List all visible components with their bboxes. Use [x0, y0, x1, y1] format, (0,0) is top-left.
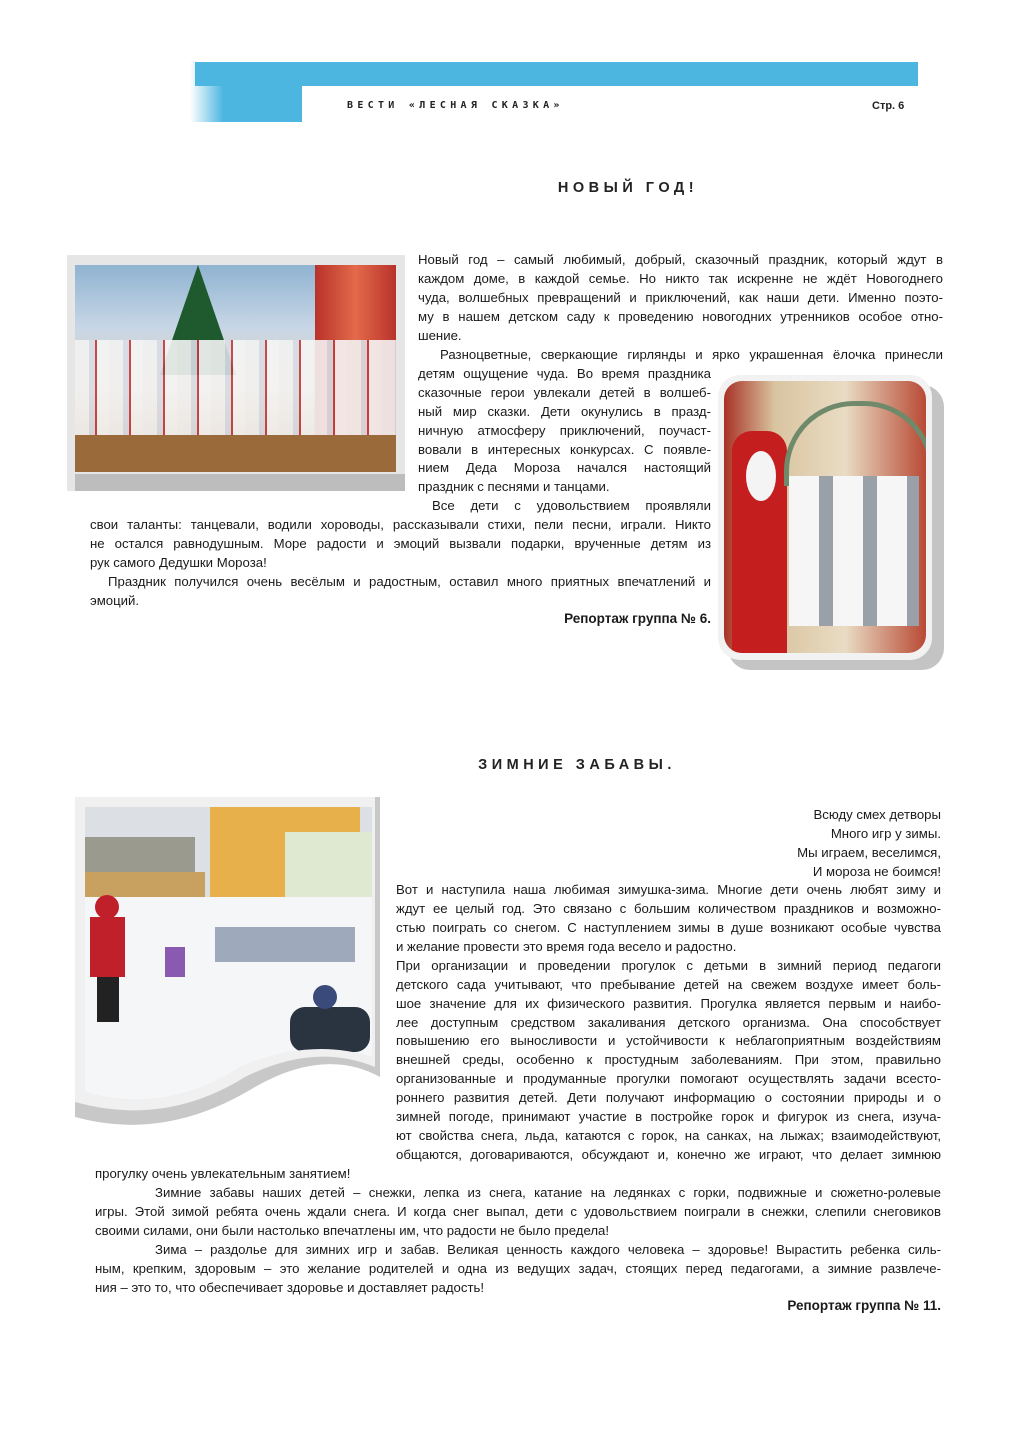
children	[75, 340, 396, 435]
header-bar	[195, 62, 918, 86]
article1.lines-line: свои таланты: танцевали, водили хороводы, рассказывали стихи, пели песни, играли. Никто	[90, 517, 711, 532]
article1.lines-line: каждом доме, в каждой семье. Но никто так искренне не ждёт Новогоднего	[418, 271, 943, 286]
photo2-frame	[718, 375, 932, 660]
article2.lines-line: внешней среды, особенно к простудным заболеваниям. При этом, правильно	[396, 1052, 941, 1067]
article2.lines-line: своими силами, они были настолько впечатлены им, что радости не было предела!	[95, 1223, 610, 1238]
photo3-frame	[75, 797, 390, 1147]
article1.lines-line: Новый год – самый любимый, добрый, сказочный праздник, который ждут в	[418, 252, 943, 267]
article1.lines-line: Все дети с удовольствием проявляли	[432, 498, 711, 513]
article1.lines-line: ничную атмосферу приключений, поучаст-	[418, 423, 711, 438]
article2.lines-line: ния – это то, что обеспечивает здоровье и доставляет радость!	[95, 1280, 485, 1295]
article2.lines-line: стью поиграть со снегом. С наступлением зимы в душе возникают особые чувства	[396, 920, 941, 935]
article1.lines-line: Разноцветные, сверкающие гирлянды и ярко украшенная ёлочка принесли	[440, 347, 943, 362]
photo-new-year-group	[75, 265, 396, 472]
article2.lines-line: ждут ее целый год. Это связано с большим количеством праздников и возможно-	[396, 901, 941, 916]
article2.lines-line: детского сада учитывают, что пребывание детей на свежем воздухе имеет боль-	[396, 977, 941, 992]
article2.lines-line: повышению его выносливости и устойчивости к неблагоприятным воздействиям	[396, 1033, 941, 1048]
article2.lines-line: Зима – раздолье для зимних игр и забав. Великая ценность каждого человека – здоровье! Вырастить ребенка силь-	[155, 1242, 941, 1257]
article2.poem-line: Всюду смех детворы	[813, 807, 941, 822]
article1.lines-line: шение.	[418, 328, 462, 343]
article2.lines-line: игры. Этой зимой ребята очень ждали снега. И когда снег выпал, дети с удовольствием поиграли в снежки, слепили снеговиков	[95, 1204, 941, 1219]
article2.lines-line: организованные и продуманные прогулки помогают осуществлять задачи всесто-	[396, 1071, 941, 1086]
article2.lines-line: шое значение для их физического развития. Прогулка является первым и наибо-	[396, 996, 941, 1011]
photo-ded-moroz	[724, 381, 926, 653]
article1.lines-line: детям ощущение чуда. Во время праздника	[418, 366, 711, 381]
article2.lines-line: прогулку очень увлекательным занятием!	[95, 1166, 351, 1181]
photo1-shadow	[75, 474, 405, 491]
article1.lines-line: вовали в интересных конкурсах. С появле-	[418, 442, 711, 457]
article1.lines-line: эмоций.	[90, 593, 140, 608]
article2.lines-line: При организации и проведении прогулок с детьми в зимний период педагоги	[396, 958, 941, 973]
article2.lines-line: общаются, договариваются, обсуждают и, конечно же играют, что делает зимнюю	[396, 1147, 941, 1162]
article2.poem-line: И мороза не боимся!	[812, 864, 941, 879]
article2-signature: Репортаж группа № 11.	[787, 1298, 941, 1313]
article1-title: НОВЫЙ ГОД!	[557, 180, 699, 196]
article2.lines-line: роннего развития детей. Дети получают информацию о состоянии природы и о	[396, 1090, 941, 1105]
article2.lines-line: ным, крепким, здоровым – это желание родителей и одна из ведущих задач, стоящих перед педагогами, а зимние развлече-	[95, 1261, 941, 1276]
article2.lines-line: лее доступным средством закаливания детского организма. Она способствует	[396, 1015, 941, 1030]
article1.lines-line: не остался равнодушным. Море радости и эмоций вызвали подарки, врученные детям из	[90, 536, 711, 551]
newsletter-title: ВЕСТИ «ЛЕСНАЯ СКАЗКА»	[347, 100, 564, 111]
article1.lines-line: ный мир сказки. Дети окунулись в празд-	[418, 404, 711, 419]
article1.lines-line: рук самого Дедушки Мороза!	[90, 555, 267, 570]
article1.lines-line: му в нашем детском саду к проведению новогодних утренников особое отно-	[418, 309, 943, 324]
article1.lines-line: Праздник получился очень весёлым и радостным, оставил много приятных впечатлений и	[108, 574, 711, 589]
article2.poem-line: Мы играем, веселимся,	[797, 845, 941, 860]
page-number: Стр. 6	[872, 100, 905, 112]
children-costumes	[789, 476, 919, 626]
article1.lines-line: праздник с песнями и танцами.	[418, 479, 610, 494]
photo-winter-walk	[75, 797, 390, 1147]
article2.lines-line: Вот и наступила наша любимая зимушка-зима. Многие дети очень любят зиму и	[396, 882, 941, 897]
article1.lines-line: сказочные герои увлекали детей в волшеб-	[418, 385, 711, 400]
article2.poem-line: Много игр у зимы.	[830, 826, 941, 841]
article2.lines-line: ют свойства снега, льда, катаются с горок, на санках, на лыжах; взаимодействуют,	[396, 1128, 941, 1143]
article2.lines-line: и желание провести это время года весело и радостно.	[396, 939, 737, 954]
article1.lines-line: нием Деда Мороза начался настоящий	[418, 460, 711, 475]
article2.lines-line: зимней погоде, принимают участие в постройке горок и фигурок из снега, изуча-	[396, 1109, 941, 1124]
article1.lines-line: чуда, волшебных превращений и приключений, как наши дети. Именно поэто-	[418, 290, 943, 305]
article2-title: ЗИМНИЕ ЗАБАВЫ.	[478, 757, 676, 773]
article2.lines-line: Зимние забавы наших детей – снежки, лепка из снега, катание на ледянках с горки, подвижные и сюжетно-ролевые	[155, 1185, 941, 1200]
garland-arch	[784, 401, 926, 486]
floor	[75, 435, 396, 472]
article1-signature: Репортаж группа № 6.	[564, 611, 711, 626]
beard	[746, 451, 776, 501]
